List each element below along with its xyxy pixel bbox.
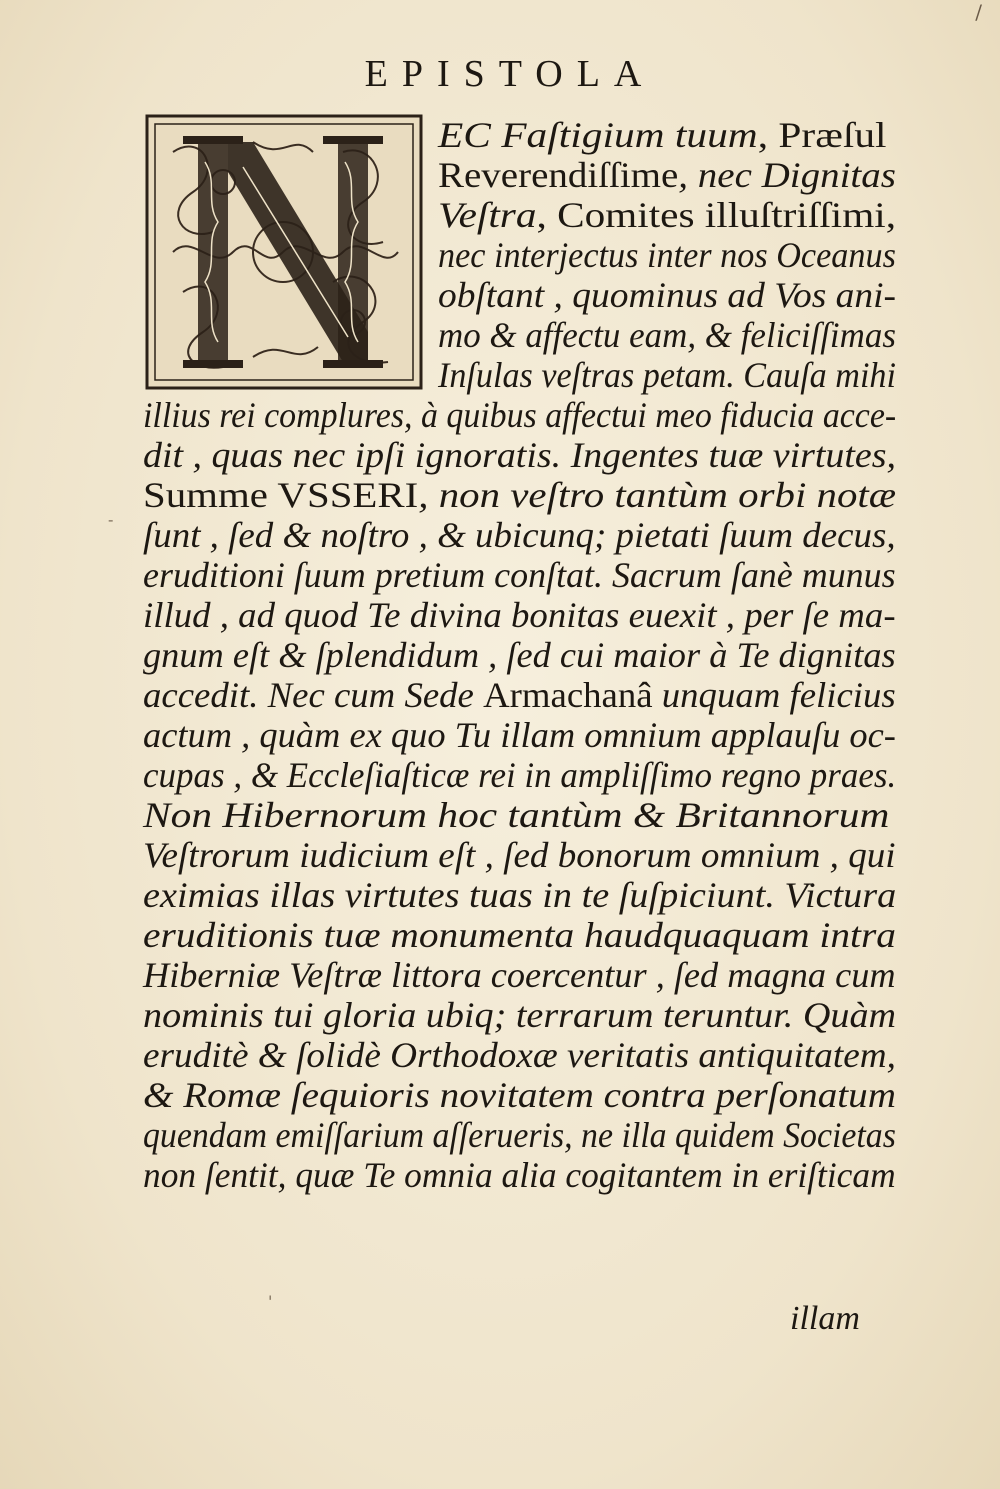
text-line bbox=[143, 635, 896, 675]
text-segment: cupas , & Eccleſiaſticæ rei in ampliſſimo regno praes. bbox=[143, 755, 897, 795]
text-segment: Hiberniæ Veſtræ littora coercentur , ſed magna cum bbox=[143, 955, 896, 995]
text-segment: eruditè & ſolidè Orthodoxæ veritatis antiquitatem, bbox=[143, 1035, 896, 1075]
text-segment: unquam felicius bbox=[652, 675, 896, 715]
text-line bbox=[438, 275, 896, 315]
text-segment: EC Faſtigium tuum bbox=[438, 115, 758, 155]
text-line bbox=[438, 355, 896, 395]
text-segment: Veſtrorum iudicium eſt , ſed bonorum omnium , qui bbox=[143, 835, 896, 875]
text-segment: eruditioni ſuum pretium conſtat. Sacrum ſanè munus bbox=[143, 555, 896, 595]
ornamental-drop-cap-icon bbox=[143, 112, 425, 392]
text-line bbox=[143, 755, 896, 795]
catchword: illam bbox=[790, 1300, 860, 1337]
margin-mark: ' bbox=[268, 1292, 273, 1311]
text-segment: Veſtra bbox=[438, 195, 537, 235]
text-line bbox=[143, 395, 896, 435]
text-segment: dit , quas nec ipſi ignoratis. Ingentes tuæ virtutes, bbox=[143, 435, 896, 475]
text-line bbox=[143, 715, 896, 755]
text-line bbox=[143, 595, 896, 635]
text-line bbox=[143, 835, 896, 875]
page-header: EPISTOLA bbox=[364, 53, 656, 95]
text-line bbox=[143, 515, 896, 555]
text-segment: , Præſul bbox=[757, 115, 887, 155]
text-segment: gnum eſt & ſplendidum , ſed cui maior à Te dignitas bbox=[143, 635, 896, 675]
text-line bbox=[143, 475, 896, 515]
text-segment: Inſulas veſtras petam. Cauſa mihi bbox=[438, 355, 896, 395]
text-segment: obſtant , quominus ad Vos ani- bbox=[438, 275, 897, 315]
text-segment: , nec Dignitas bbox=[678, 155, 896, 195]
text-line bbox=[143, 435, 896, 475]
text-line bbox=[143, 1155, 896, 1195]
text-segment: nominis tui gloria ubiq; terrarum teruntur. Quàm bbox=[143, 995, 897, 1035]
text-line bbox=[438, 315, 896, 355]
text-line bbox=[438, 155, 896, 195]
text-line bbox=[143, 875, 896, 915]
margin-mark: - bbox=[108, 510, 114, 529]
text-segment: non ſentit, quæ Te omnia alia cogitantem in eriſticam bbox=[143, 1155, 896, 1195]
text-line bbox=[438, 195, 896, 235]
text-segment: & Romæ ſequioris novitatem contra perſonatum bbox=[143, 1075, 896, 1115]
text-line bbox=[143, 675, 896, 715]
text-segment: ſunt , ſed & noſtro , & ubicunq; pietati ſuum decus, bbox=[143, 515, 896, 555]
text-segment: Armachanâ bbox=[483, 675, 653, 715]
text-line bbox=[143, 1075, 896, 1115]
text-segment: Reverendiſſime bbox=[438, 155, 679, 195]
text-segment: VSSERI bbox=[277, 475, 419, 515]
text-segment: Non Hibernorum hoc tantùm & Britannorum bbox=[143, 795, 890, 835]
text-line bbox=[438, 235, 896, 275]
text-segment: quendam emiſſarium aſſerueris, ne illa quidem Societas bbox=[143, 1115, 896, 1155]
text-line bbox=[143, 955, 896, 995]
text-segment: eximias illas virtutes tuas in te ſuſpiciunt. Victura bbox=[143, 875, 897, 915]
text-line bbox=[143, 555, 896, 595]
text-segment: actum , quàm ex quo Tu illam omnium applauſu oc- bbox=[143, 715, 896, 755]
text-line bbox=[143, 995, 896, 1035]
text-line bbox=[143, 1115, 896, 1155]
text-segment: Summe bbox=[143, 475, 278, 515]
text-line bbox=[143, 795, 889, 835]
text-line bbox=[143, 1035, 896, 1075]
text-segment: nec interjectus inter nos Oceanus bbox=[438, 235, 896, 275]
text-segment: illius rei complures, à quibus affectui meo fiducia acce- bbox=[143, 395, 897, 435]
text-segment: , Comites illuſtriſſimi, bbox=[536, 195, 897, 235]
text-segment: , non veſtro tantùm orbi notæ bbox=[418, 475, 897, 515]
text-segment: eruditionis tuæ monumenta haudquaquam intra bbox=[143, 915, 897, 955]
text-segment: illud , ad quod Te divina bonitas euexit , per ſe ma- bbox=[143, 595, 896, 635]
text-segment: accedit. Nec cum Sede bbox=[143, 675, 484, 715]
page-edge-mark: / bbox=[975, 0, 982, 24]
text-segment: mo & affectu eam, & feliciſſimas bbox=[438, 315, 896, 355]
text-line bbox=[143, 915, 896, 955]
text-line bbox=[438, 115, 887, 155]
